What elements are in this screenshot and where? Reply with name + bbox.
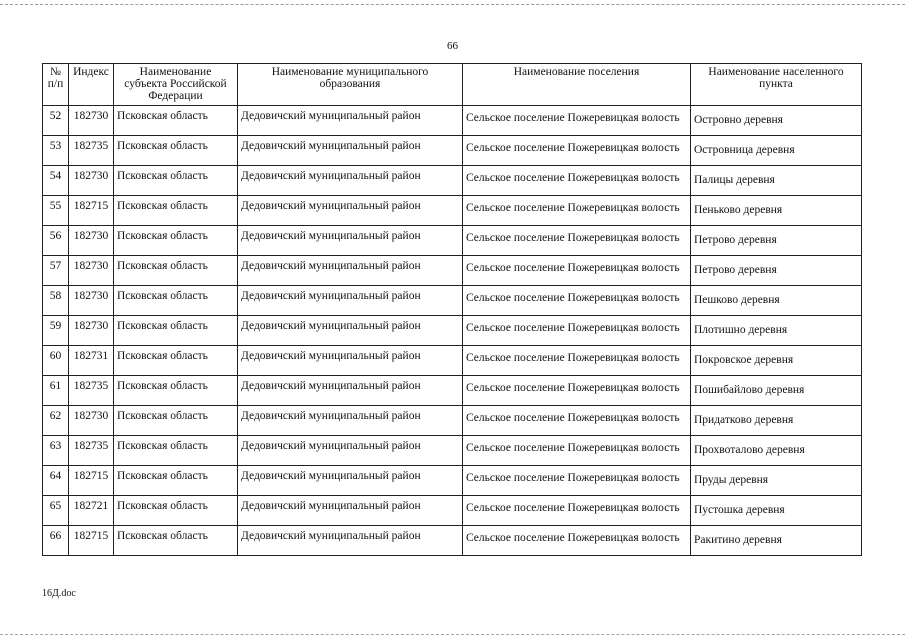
header-locality: Наименование населенного пункта bbox=[691, 64, 862, 106]
cell-municipality: Дедовичский муниципальный район bbox=[238, 106, 463, 136]
scan-edge-top bbox=[0, 4, 905, 5]
footer-filename: 16Д.doc bbox=[42, 588, 76, 599]
cell-municipality: Дедовичский муниципальный район bbox=[238, 406, 463, 436]
cell-number: 65 bbox=[43, 496, 69, 526]
cell-index: 182731 bbox=[69, 346, 114, 376]
cell-index: 182730 bbox=[69, 106, 114, 136]
header-municipality: Наименование муниципального образования bbox=[238, 64, 463, 106]
table-row bbox=[43, 406, 862, 436]
cell-municipality: Дедовичский муниципальный район bbox=[238, 376, 463, 406]
cell-index: 182730 bbox=[69, 166, 114, 196]
cell-locality: Пруды деревня bbox=[691, 466, 862, 496]
cell-settlement: Сельское поселение Пожеревицкая волость bbox=[463, 376, 691, 406]
cell-municipality: Дедовичский муниципальный район bbox=[238, 346, 463, 376]
cell-locality: Покровское деревня bbox=[691, 346, 862, 376]
cell-locality: Островно деревня bbox=[691, 106, 862, 136]
table-row bbox=[43, 256, 862, 286]
cell-municipality: Дедовичский муниципальный район bbox=[238, 466, 463, 496]
settlements-table bbox=[42, 63, 862, 556]
cell-locality: Пошибайлово деревня bbox=[691, 376, 862, 406]
cell-number: 61 bbox=[43, 376, 69, 406]
cell-settlement: Сельское поселение Пожеревицкая волость bbox=[463, 136, 691, 166]
cell-municipality: Дедовичский муниципальный район bbox=[238, 136, 463, 166]
table-row bbox=[43, 136, 862, 166]
cell-subject: Псковская область bbox=[114, 406, 238, 436]
table-row bbox=[43, 436, 862, 466]
cell-index: 182715 bbox=[69, 526, 114, 556]
cell-settlement: Сельское поселение Пожеревицкая волость bbox=[463, 526, 691, 556]
header-subject: Наименование субъекта Российской Федерации bbox=[114, 64, 238, 106]
cell-locality: Островница деревня bbox=[691, 136, 862, 166]
table-row bbox=[43, 316, 862, 346]
cell-subject: Псковская область bbox=[114, 286, 238, 316]
cell-index: 182730 bbox=[69, 286, 114, 316]
cell-locality: Пешково деревня bbox=[691, 286, 862, 316]
cell-subject: Псковская область bbox=[114, 376, 238, 406]
cell-number: 54 bbox=[43, 166, 69, 196]
cell-municipality: Дедовичский муниципальный район bbox=[238, 166, 463, 196]
cell-number: 56 bbox=[43, 226, 69, 256]
cell-subject: Псковская область bbox=[114, 106, 238, 136]
table-row bbox=[43, 226, 862, 256]
header-index: Индекс bbox=[69, 64, 114, 106]
header-number: № п/п bbox=[43, 64, 69, 106]
cell-index: 182735 bbox=[69, 136, 114, 166]
cell-locality: Прохвоталово деревня bbox=[691, 436, 862, 466]
cell-municipality: Дедовичский муниципальный район bbox=[238, 496, 463, 526]
cell-number: 59 bbox=[43, 316, 69, 346]
page-number: 66 bbox=[447, 40, 458, 52]
cell-number: 63 bbox=[43, 436, 69, 466]
cell-number: 58 bbox=[43, 286, 69, 316]
cell-locality: Пеньково деревня bbox=[691, 196, 862, 226]
table-row bbox=[43, 346, 862, 376]
scan-edge-bottom bbox=[0, 634, 905, 635]
cell-municipality: Дедовичский муниципальный район bbox=[238, 316, 463, 346]
cell-index: 182730 bbox=[69, 226, 114, 256]
cell-locality: Плотишно деревня bbox=[691, 316, 862, 346]
cell-index: 182715 bbox=[69, 196, 114, 226]
cell-number: 53 bbox=[43, 136, 69, 166]
cell-settlement: Сельское поселение Пожеревицкая волость bbox=[463, 106, 691, 136]
cell-subject: Псковская область bbox=[114, 436, 238, 466]
table-row bbox=[43, 496, 862, 526]
cell-subject: Псковская область bbox=[114, 466, 238, 496]
header-settlement: Наименование поселения bbox=[463, 64, 691, 106]
cell-municipality: Дедовичский муниципальный район bbox=[238, 526, 463, 556]
cell-subject: Псковская область bbox=[114, 316, 238, 346]
cell-locality: Петрово деревня bbox=[691, 226, 862, 256]
cell-settlement: Сельское поселение Пожеревицкая волость bbox=[463, 196, 691, 226]
cell-index: 182730 bbox=[69, 256, 114, 286]
table-row bbox=[43, 526, 862, 556]
cell-locality: Ракитино деревня bbox=[691, 526, 862, 556]
table-row bbox=[43, 286, 862, 316]
cell-locality: Придатково деревня bbox=[691, 406, 862, 436]
cell-municipality: Дедовичский муниципальный район bbox=[238, 226, 463, 256]
cell-settlement: Сельское поселение Пожеревицкая волость bbox=[463, 406, 691, 436]
cell-number: 52 bbox=[43, 106, 69, 136]
table-body bbox=[43, 106, 862, 556]
cell-municipality: Дедовичский муниципальный район bbox=[238, 196, 463, 226]
cell-settlement: Сельское поселение Пожеревицкая волость bbox=[463, 496, 691, 526]
cell-subject: Псковская область bbox=[114, 226, 238, 256]
cell-locality: Палицы деревня bbox=[691, 166, 862, 196]
cell-index: 182721 bbox=[69, 496, 114, 526]
cell-municipality: Дедовичский муниципальный район bbox=[238, 286, 463, 316]
table-row bbox=[43, 376, 862, 406]
cell-settlement: Сельское поселение Пожеревицкая волость bbox=[463, 466, 691, 496]
cell-settlement: Сельское поселение Пожеревицкая волость bbox=[463, 286, 691, 316]
cell-settlement: Сельское поселение Пожеревицкая волость bbox=[463, 316, 691, 346]
cell-index: 182730 bbox=[69, 316, 114, 346]
cell-municipality: Дедовичский муниципальный район bbox=[238, 436, 463, 466]
cell-number: 62 bbox=[43, 406, 69, 436]
cell-subject: Псковская область bbox=[114, 496, 238, 526]
table-header-row bbox=[43, 64, 862, 106]
cell-locality: Пустошка деревня bbox=[691, 496, 862, 526]
cell-index: 182735 bbox=[69, 376, 114, 406]
cell-settlement: Сельское поселение Пожеревицкая волость bbox=[463, 436, 691, 466]
cell-settlement: Сельское поселение Пожеревицкая волость bbox=[463, 346, 691, 376]
table-row bbox=[43, 196, 862, 226]
cell-locality: Петрово деревня bbox=[691, 256, 862, 286]
cell-subject: Псковская область bbox=[114, 256, 238, 286]
cell-index: 182730 bbox=[69, 406, 114, 436]
table-row bbox=[43, 466, 862, 496]
cell-subject: Псковская область bbox=[114, 136, 238, 166]
cell-number: 64 bbox=[43, 466, 69, 496]
cell-settlement: Сельское поселение Пожеревицкая волость bbox=[463, 256, 691, 286]
cell-subject: Псковская область bbox=[114, 526, 238, 556]
cell-number: 55 bbox=[43, 196, 69, 226]
table-row bbox=[43, 106, 862, 136]
cell-number: 66 bbox=[43, 526, 69, 556]
cell-settlement: Сельское поселение Пожеревицкая волость bbox=[463, 226, 691, 256]
cell-municipality: Дедовичский муниципальный район bbox=[238, 256, 463, 286]
cell-subject: Псковская область bbox=[114, 166, 238, 196]
cell-subject: Псковская область bbox=[114, 346, 238, 376]
cell-subject: Псковская область bbox=[114, 196, 238, 226]
cell-index: 182735 bbox=[69, 436, 114, 466]
table-row bbox=[43, 166, 862, 196]
cell-number: 60 bbox=[43, 346, 69, 376]
cell-settlement: Сельское поселение Пожеревицкая волость bbox=[463, 166, 691, 196]
cell-index: 182715 bbox=[69, 466, 114, 496]
cell-number: 57 bbox=[43, 256, 69, 286]
